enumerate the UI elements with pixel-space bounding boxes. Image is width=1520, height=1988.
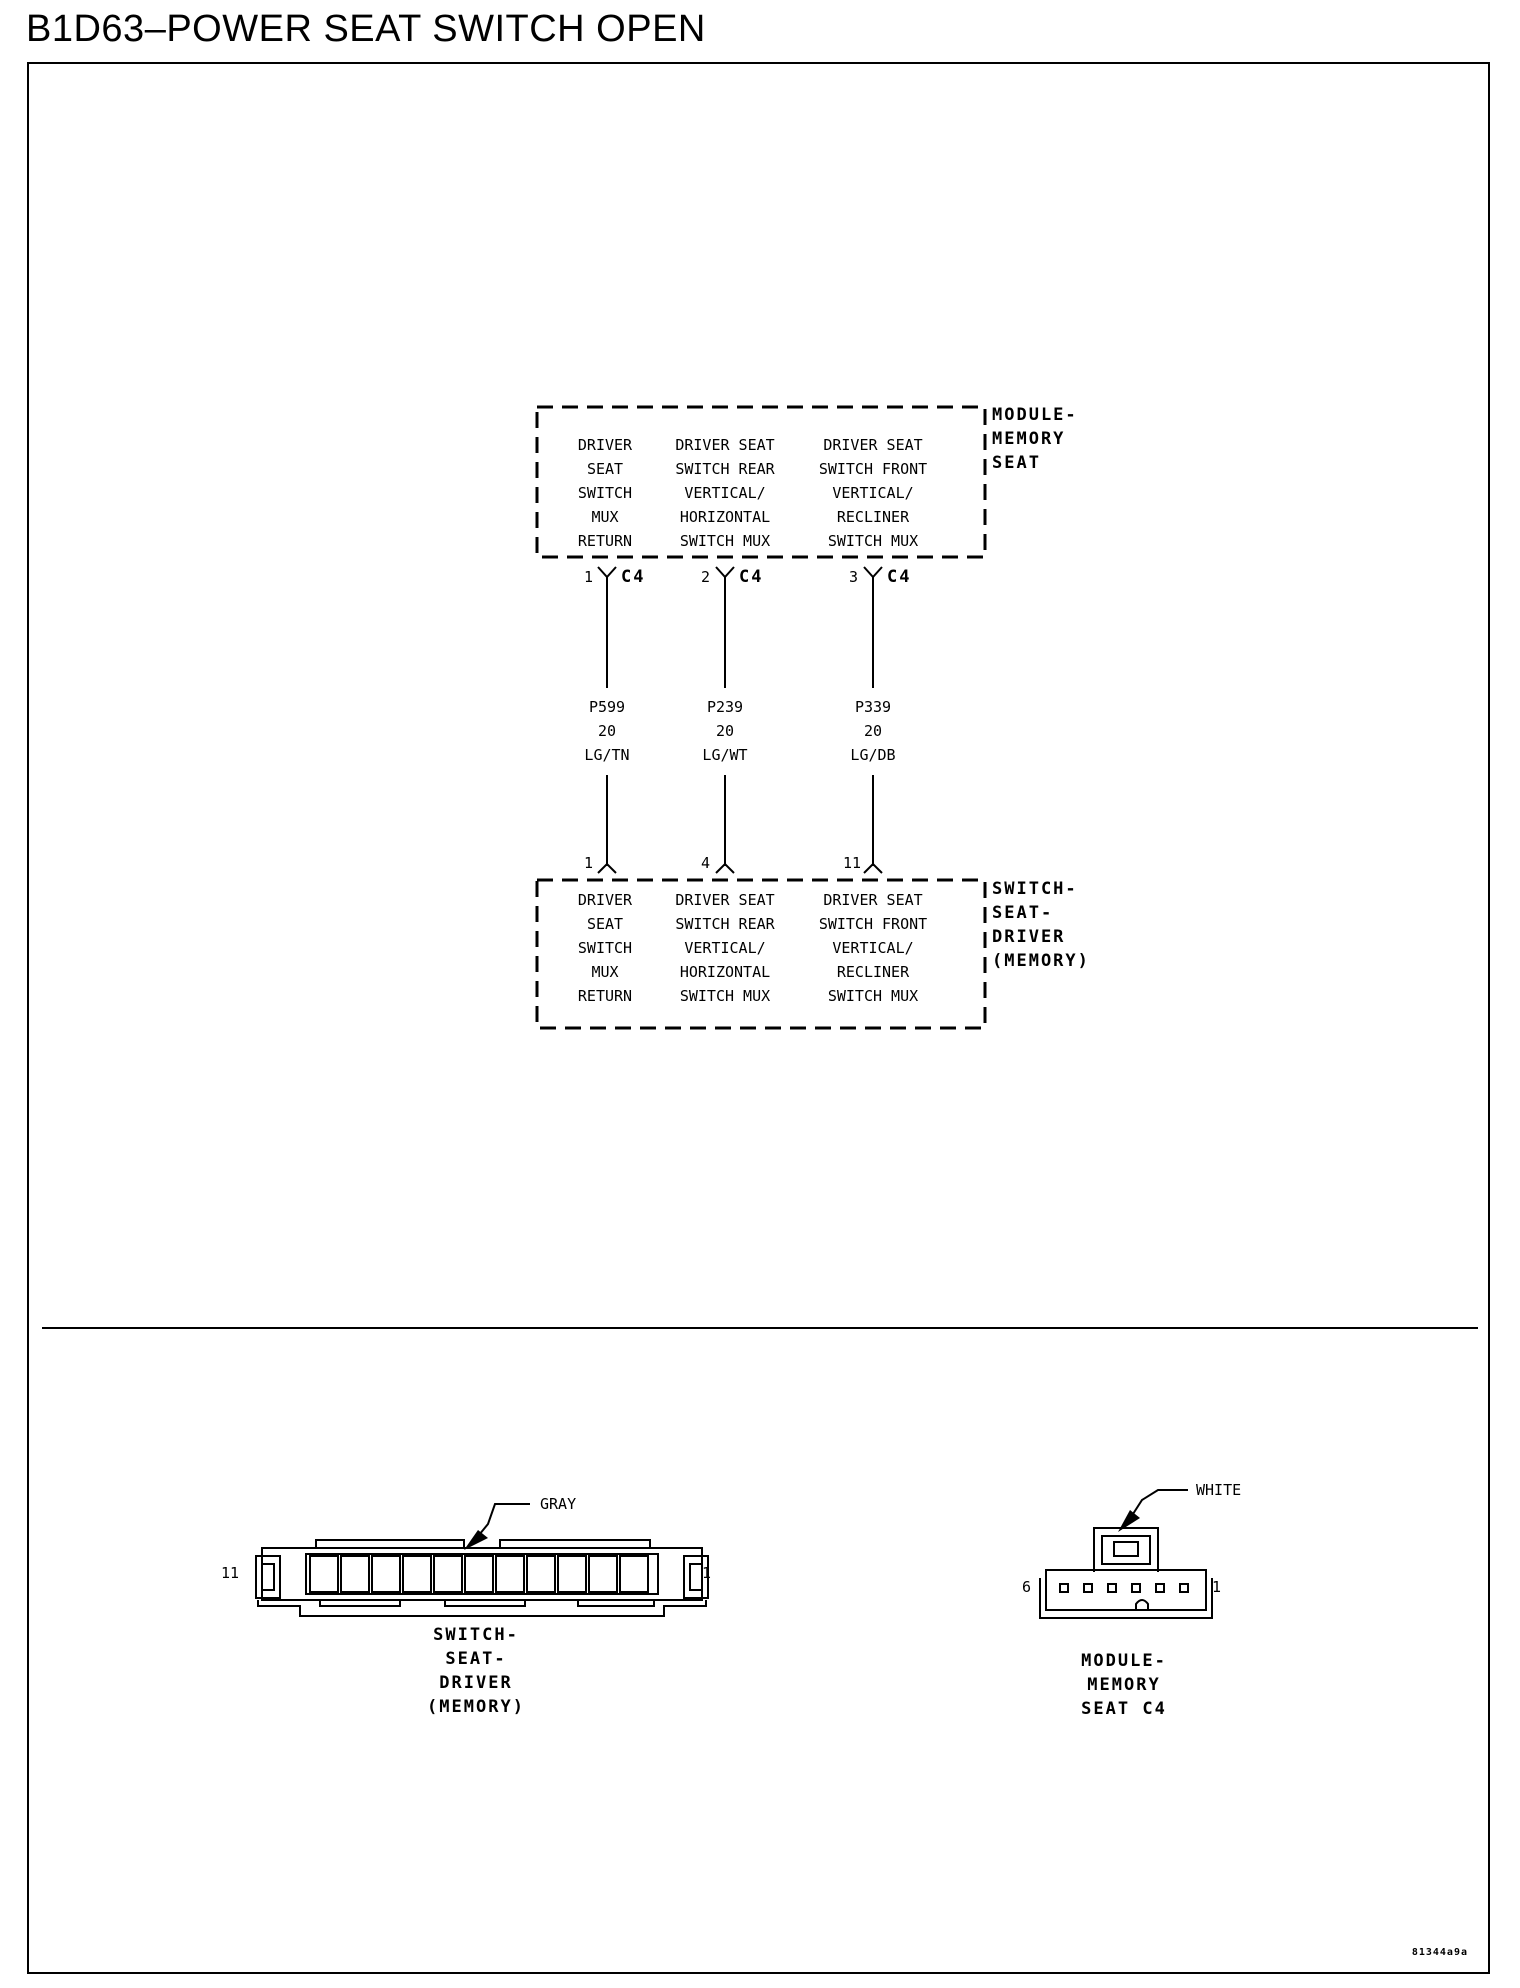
circuit-text: SWITCH MUX — [827, 532, 919, 550]
switch-name-line: DRIVER — [992, 927, 1066, 947]
switch-circuit-1-label — [578, 891, 633, 1005]
module-name-line-2: MEMORY — [992, 429, 1066, 449]
wire-color: LG/TN — [584, 746, 630, 764]
circuit-text: HORIZONTAL — [679, 963, 771, 981]
circuit-text: SWITCH MUX — [827, 987, 919, 1005]
module-connector-name — [1081, 1651, 1167, 1719]
wire-circuit: P239 — [706, 698, 744, 716]
circuit-text: RETURN — [577, 532, 633, 550]
wire-circuit: P599 — [588, 698, 626, 716]
pin-number: 1 — [584, 568, 594, 586]
pin-number: 3 — [849, 568, 859, 586]
gray-color-callout — [464, 1495, 576, 1550]
module-name-line-3: SEAT — [992, 453, 1041, 473]
module-circuit-1-label — [578, 436, 633, 550]
switch-pin-4 — [701, 854, 734, 873]
module-pin-2 — [701, 567, 763, 588]
module-pin-1 — [584, 567, 645, 588]
wire-color: LG/WT — [702, 746, 748, 764]
wire-label-p599 — [584, 698, 629, 764]
circuit-text: VERTICAL/ — [684, 939, 766, 957]
circuit-text: SEAT — [586, 460, 624, 478]
switch-pin-left-label: 11 — [221, 1564, 240, 1582]
figure-id: 81344a9a — [1411, 1947, 1468, 1958]
circuit-text: SWITCH FRONT — [818, 915, 928, 933]
circuit-text: SWITCH REAR — [675, 460, 775, 478]
connector-name-line: MEMORY — [1087, 1675, 1161, 1695]
switch-pin-right-label: 1 — [702, 1564, 712, 1582]
pin-number: 2 — [701, 568, 711, 586]
switch-connector-name — [427, 1625, 525, 1717]
circuit-text: HORIZONTAL — [679, 508, 771, 526]
circuit-text: MUX — [591, 963, 619, 981]
circuit-text: DRIVER SEAT — [675, 891, 775, 909]
module-memory-seat-name — [992, 405, 1078, 473]
color-label: GRAY — [540, 1495, 577, 1513]
switch-name-line: SWITCH- — [992, 879, 1078, 899]
switch-pin-1 — [584, 854, 616, 873]
wire-label-p239 — [702, 698, 747, 764]
connector-id: C4 — [621, 567, 646, 587]
circuit-text: SWITCH — [577, 484, 633, 502]
wire-circuit: P339 — [854, 698, 892, 716]
white-color-callout — [1118, 1481, 1241, 1532]
circuit-text: DRIVER SEAT — [823, 436, 923, 454]
wire-gauge: 20 — [715, 722, 735, 740]
color-label: WHITE — [1196, 1481, 1242, 1499]
connector-id: C4 — [887, 567, 912, 587]
module-circuit-3-label — [819, 436, 927, 550]
module-connector-drawing — [1040, 1528, 1212, 1618]
connector-name-line: SEAT- — [445, 1649, 507, 1669]
circuit-text: MUX — [591, 508, 619, 526]
circuit-text: SWITCH MUX — [679, 987, 771, 1005]
circuit-text: VERTICAL/ — [832, 484, 914, 502]
switch-circuit-3-label — [819, 891, 927, 1005]
circuit-text: SWITCH — [577, 939, 633, 957]
circuit-text: DRIVER SEAT — [823, 891, 923, 909]
module-name-line-1: MODULE- — [992, 405, 1078, 425]
connector-name-line: DRIVER — [439, 1673, 513, 1693]
connector-id: C4 — [739, 567, 764, 587]
connector-name-line: (MEMORY) — [427, 1697, 525, 1717]
module-pin-3 — [849, 567, 911, 588]
wire-label-p339 — [850, 698, 895, 764]
connector-name-line: SEAT C4 — [1081, 1699, 1167, 1719]
circuit-text: SWITCH FRONT — [818, 460, 928, 478]
switch-name-line: SEAT- — [992, 903, 1054, 923]
circuit-text: DRIVER — [577, 436, 633, 454]
switch-pin-11 — [843, 854, 882, 873]
circuit-text: SEAT — [586, 915, 624, 933]
wire-gauge: 20 — [597, 722, 617, 740]
pin-number: 1 — [584, 854, 594, 872]
pin-number: 11 — [843, 854, 862, 872]
circuit-text: DRIVER SEAT — [675, 436, 775, 454]
circuit-text: SWITCH REAR — [675, 915, 775, 933]
connector-name-line: MODULE- — [1081, 1651, 1167, 1671]
circuit-text: RECLINER — [836, 508, 910, 526]
circuit-text: RECLINER — [836, 963, 910, 981]
wire-color: LG/DB — [850, 746, 896, 764]
wire-gauge: 20 — [863, 722, 883, 740]
module-circuit-2-label — [675, 436, 775, 550]
switch-name-line: (MEMORY) — [992, 951, 1090, 971]
connector-name-line: SWITCH- — [433, 1625, 519, 1645]
module-pin-left-label: 6 — [1022, 1578, 1032, 1596]
module-pin-right-label: 1 — [1212, 1578, 1222, 1596]
circuit-text: VERTICAL/ — [684, 484, 766, 502]
switch-circuit-2-label — [675, 891, 775, 1005]
circuit-text: DRIVER — [577, 891, 633, 909]
switch-seat-driver-name — [992, 879, 1090, 971]
switch-connector-drawing — [256, 1540, 708, 1616]
circuit-text: RETURN — [577, 987, 633, 1005]
pin-number: 4 — [701, 854, 711, 872]
page-title: B1D63–POWER SEAT SWITCH OPEN — [26, 8, 706, 50]
circuit-text: SWITCH MUX — [679, 532, 771, 550]
circuit-text: VERTICAL/ — [832, 939, 914, 957]
